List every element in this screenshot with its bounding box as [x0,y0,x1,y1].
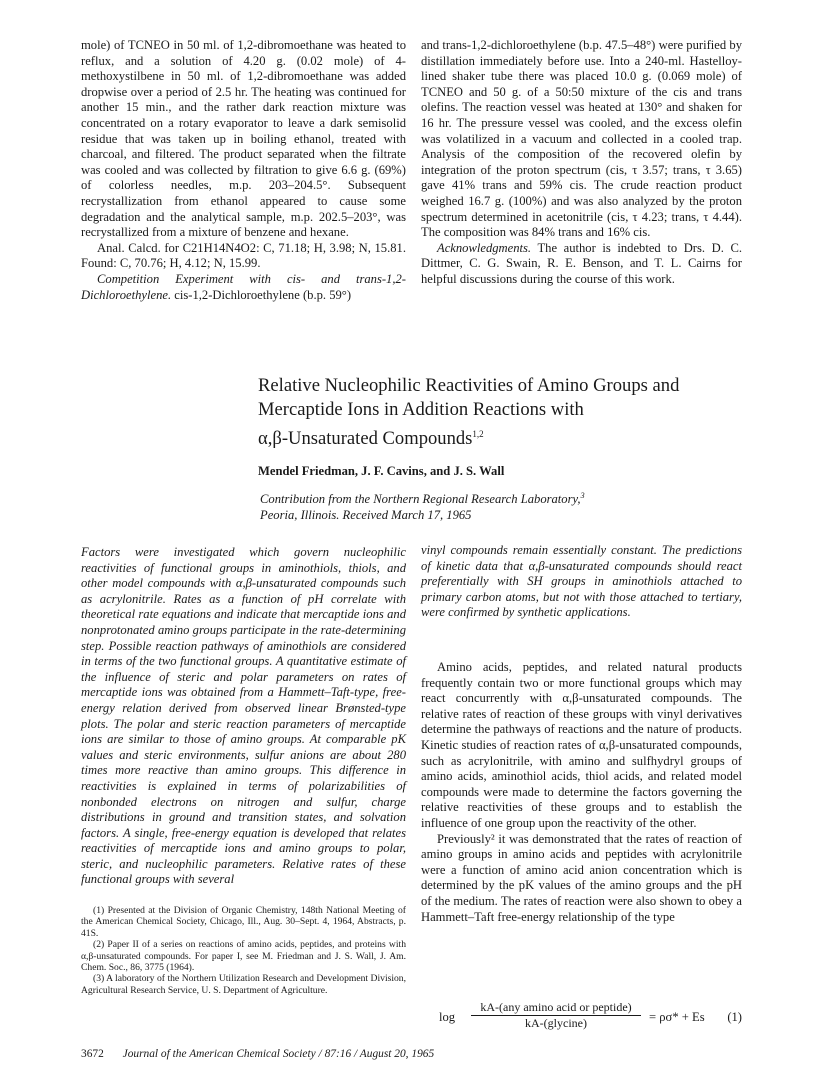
abstract-right: vinyl compounds remain essentially constant. The predictions of kinetic data that α,β-unsaturated compounds should react preferentially with SH groups in aminothiols attached to primary carbon atoms, but not with those attached to tertiary, were confirmed by synthetic applications. [421,543,742,620]
footnotes [81,905,406,996]
equation-1 [421,1000,742,1036]
title-footnote-marker: 1,2 [472,429,484,439]
analysis-paragraph: Anal. Calcd. for C21H14N4O2: C, 71.18; H, 3.98; N, 15.81. Found: C, 70.76; H, 4.12; N, 15.99. [81,240,406,271]
experimental-paragraph: mole) of TCNEO in 50 ml. of 1,2-dibromoethane was heated to reflux, and a solution of 4.20 g. (0.02 mole) of 4-methoxystilbene in 50 ml. of 1,2-dibromoethane was added dropwise over a period of 2.5 hr. The heating was continued for another 15 min., and the rather dark reaction mixture was concentrated on a rotary evaporator to leave a dark semisolid residue that was taken up in boiling ethanol, treated with charcoal, and filtered. The product separated when the filtrate was cooled and was collected by filtration to give 6.6 g. (69%) of colorless needles, m.p. 203–204.5°. Subsequent recrystallization from ethanol appeared to cause some degradation and the analytical sample, m.p. 202.5–203°, was recrystallized from a mixture of benzene and hexane. [81,38,406,240]
footnote-2: (2) Paper II of a series on reactions of amino acids, peptides, and proteins with α,β-unsaturated compounds. For paper I, see M. Friedman and J. S. Wall, J. Am. Chem. Soc., 86, 3775 (1964). [81,939,406,974]
affiliation-line-1: Contribution from the Northern Regional Research Laboratory, [260,492,581,507]
title-line-3: α,β-Unsaturated Compounds [258,428,473,450]
title-line-1: Relative Nucleophilic Reactivities of Amino Groups and [258,375,680,396]
equation-denominator: kA-(glycine) [525,1016,587,1030]
article-header [258,374,748,523]
acknowledgments-paragraph [421,241,742,288]
competition-text: cis-1,2-Dichloroethylene (b.p. 59°) [174,287,352,302]
affiliation-footnote-marker: 3 [580,491,585,501]
acknowledgments-heading: Acknowledgments. [437,240,532,255]
top-left-column [81,38,406,303]
affiliation [258,488,748,523]
footnote-1: (1) Presented at the Division of Organic Chemistry, 148th National Meeting of the American Chemical Society, Chicago, Ill., Aug. 30–Sept. 4, 1964, Abstracts, p. 41S. [81,905,406,939]
page-footer [81,1048,741,1060]
page-number: 3672 [81,1048,104,1060]
equation-log: log [439,1010,456,1024]
acknowledgments-text: The author is indebted to Drs. D. C. Dittmer, C. G. Swain, R. E. Benson, and T. L. Cairns for helpful discussions during the course of this work. [421,240,743,286]
intro-paragraph-1: Amino acids, peptides, and related natural products frequently contain two or more functional groups which may react concurrently with α,β-unsaturated compounds. The relative rates of reaction of these groups with vinyl derivatives determine the pathways of reactions and the nature of products. Kinetic studies of reaction rates of α,β-unsaturated compounds, such as acrylonitrile, with amino and sulfhydryl groups of amino acids, aminothiol acids, thiol acids, and related model compounds were made to determine the factors governing the relative reactivities of these groups and to establish the influence of one group upon the reactivity of the other. [421,660,742,830]
abstract-left: Factors were investigated which govern nucleophilic reactivities of functional groups in aminothiols, thiols, and other model compounds with α,β-unsaturated compounds such as acrylonitrile. Rates as a function of pH correlate with theoretical rate equations and indicate that mercaptide ions and nonprotonated amino groups participate in the rate-determining step. Possible reaction pathways of aminothiols are considered in terms of the two functional groups. A quantitative estimate of the influence of steric and polar parameters on rates of mercaptide ions was obtained from a Hammett–Taft-type, free-energy relation derived from observed linear Brønsted-type plots. The polar and steric reaction parameters of mercaptide ions are similar to those of amino groups. At comparable pK values and steric environments, sulfur anions are about 280 times more reactive than amino groups. This difference in reactivities is explained in terms of polarizabilities of nonbonded electrons on nitrogen and sulfur, charge distributions in ground and transition states, and solvation factors. A single, free-energy equation is developed that relates reactivities of mercaptide ions and amino groups to polar, steric, and nucleophilic parameters. Relative rates of these functional groups with several [81,545,406,887]
equation-right-side: = ρσ* + Es [649,1010,705,1024]
journal-citation: Journal of the American Chemical Society / 87:16 / August 20, 1965 [122,1048,435,1060]
competition-paragraph [81,272,406,303]
intro-paragraph-2: Previously² it was demonstrated that the rates of reaction of amino groups in amino acids and peptides with acrylonitrile were a function of amino acid anion concentration which is determined by the pK values of the amino groups and the pH of the medium. The rates of reaction were also shown to obey a Hammett–Taft free-energy relationship of the type [421,831,742,924]
article-title [258,374,748,451]
footnote-3: (3) A laboratory of the Northern Utilization Research and Development Division, Agricultural Research Service, U. S. Department of Agriculture. [81,973,406,996]
equation-fraction [469,1000,643,1031]
top-right-column [421,38,742,288]
author-list: Mendel Friedman, J. F. Cavins, and J. S. Wall [258,464,505,479]
equation-numerator: kA-(any amino acid or peptide) [480,1000,632,1014]
title-line-2: Mercaptide Ions in Addition Reactions with [258,399,584,420]
introduction-text [421,660,742,925]
equation-number: (1) [727,1010,742,1024]
olefin-paragraph: and trans-1,2-dichloroethylene (b.p. 47.5–48°) were purified by distillation immediately before use. Into a 240-ml. Hastelloy-lined shaker tube there was placed 10.0 g. (0.069 mole) of TCNEO and 50 g. of a 50:50 mixture of the cis and trans olefins. The reaction vessel was heated at 130° and shaken for 16 hr. The pressure vessel was cooled, and the excess olefin was volatilized in a vacuum and collected in a cooled trap. Analysis of the composition of the recovered olefin by integration of the proton spectrum (cis, τ 3.57; trans, τ 3.65) gave 41% trans and 59% cis. The crude reaction product weighed 16.7 g. (100%) and was also analyzed by the proton spectrum determined in acetonitrile (cis, τ 4.23; trans, τ 4.44). The composition was 84% trans and 16% cis. [421,38,742,240]
competition-heading: Competition Experiment with cis- and trans-1,2-Dichloroethylene. [81,271,406,302]
affiliation-line-2: Peoria, Illinois. Received March 17, 1965 [260,508,472,523]
